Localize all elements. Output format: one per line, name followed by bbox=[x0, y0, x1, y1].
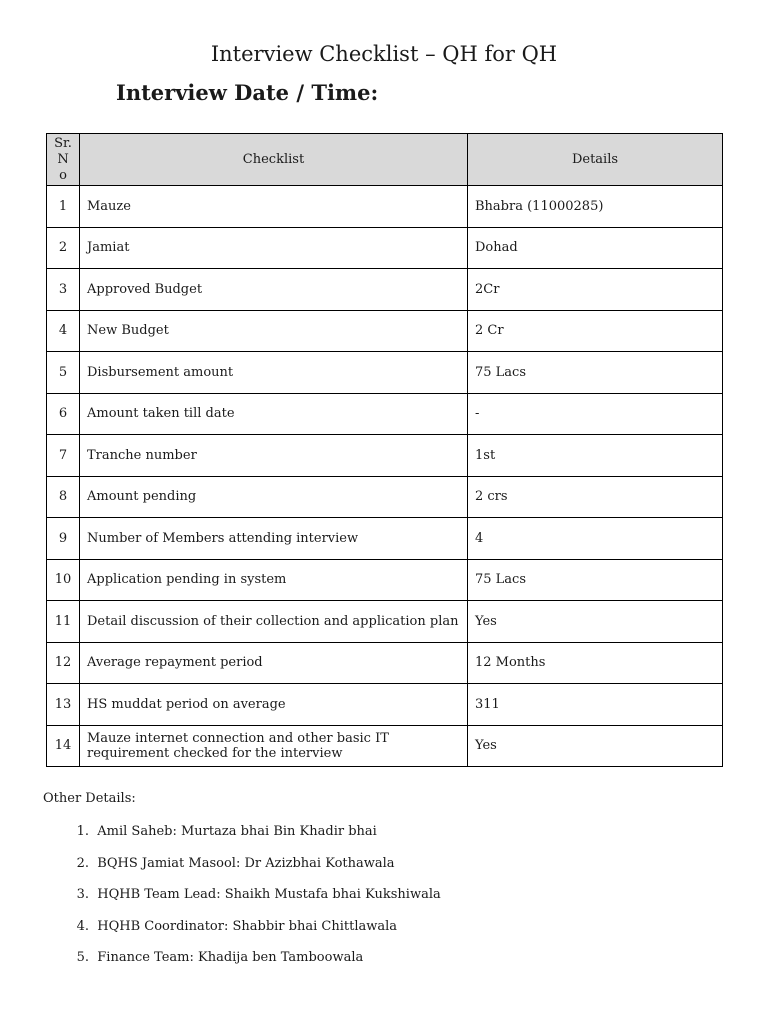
table-row bbox=[47, 227, 723, 269]
table-row bbox=[47, 725, 723, 767]
table-row bbox=[47, 435, 723, 477]
row-sr-number: 6 bbox=[47, 393, 80, 435]
row-sr-number: 2 bbox=[47, 227, 80, 269]
row-sr-number: 10 bbox=[47, 559, 80, 601]
row-details-value: 75 Lacs bbox=[468, 352, 723, 394]
interview-date-time-label: Interview Date / Time: bbox=[116, 80, 379, 105]
row-checklist-item: HS muddat period on average bbox=[80, 684, 468, 726]
header-sr-no: Sr. N o bbox=[47, 134, 80, 186]
table-row bbox=[47, 601, 723, 643]
row-details-value: Yes bbox=[468, 725, 723, 767]
row-details-value: 2 crs bbox=[468, 476, 723, 518]
list-item-number: 2. bbox=[76, 855, 89, 871]
row-checklist-item: Application pending in system bbox=[80, 559, 468, 601]
row-sr-number: 5 bbox=[47, 352, 80, 394]
other-details-item bbox=[43, 886, 441, 918]
checklist-table bbox=[46, 133, 723, 767]
list-item-text: Amil Saheb: Murtaza bhai Bin Khadir bhai bbox=[97, 824, 377, 839]
row-details-value: 2Cr bbox=[468, 269, 723, 311]
row-checklist-item: Amount taken till date bbox=[80, 393, 468, 435]
table-row bbox=[47, 684, 723, 726]
row-details-value: 12 Months bbox=[468, 642, 723, 684]
table-row bbox=[47, 518, 723, 560]
list-item-text: BQHS Jamiat Masool: Dr Azizbhai Kothawala bbox=[97, 855, 395, 871]
header-row bbox=[47, 134, 723, 186]
table-row bbox=[47, 352, 723, 394]
row-details-value: Bhabra (11000285) bbox=[468, 186, 723, 228]
list-item-number: 4. bbox=[76, 918, 89, 934]
row-sr-number: 7 bbox=[47, 435, 80, 477]
table-row bbox=[47, 310, 723, 352]
other-details-item bbox=[43, 855, 441, 887]
row-checklist-item: Approved Budget bbox=[80, 269, 468, 311]
list-item-number: 3. bbox=[76, 887, 89, 903]
table-row bbox=[47, 393, 723, 435]
row-sr-number: 11 bbox=[47, 601, 80, 643]
row-details-value: - bbox=[468, 393, 723, 435]
table-body bbox=[47, 186, 723, 767]
table-row bbox=[47, 269, 723, 311]
row-sr-number: 14 bbox=[47, 725, 80, 767]
row-checklist-item: New Budget bbox=[80, 310, 468, 352]
list-item-text: HQHB Team Lead: Shaikh Mustafa bhai Kukshiwala bbox=[97, 887, 441, 903]
row-details-value: Dohad bbox=[468, 227, 723, 269]
table-header bbox=[47, 134, 723, 186]
row-sr-number: 12 bbox=[47, 642, 80, 684]
row-details-value: Yes bbox=[468, 601, 723, 643]
row-checklist-item: Detail discussion of their collection and application plan bbox=[80, 601, 468, 643]
other-details-item bbox=[43, 949, 441, 981]
row-sr-number: 3 bbox=[47, 269, 80, 311]
row-details-value: 4 bbox=[468, 518, 723, 560]
row-details-value: 2 Cr bbox=[468, 310, 723, 352]
row-checklist-item: Disbursement amount bbox=[80, 352, 468, 394]
header-details: Details bbox=[468, 134, 723, 186]
row-sr-number: 13 bbox=[47, 684, 80, 726]
row-details-value: 1st bbox=[468, 435, 723, 477]
row-checklist-item: Mauze internet connection and other basic IT requirement checked for the interview bbox=[80, 725, 468, 767]
row-sr-number: 8 bbox=[47, 476, 80, 518]
row-sr-number: 4 bbox=[47, 310, 80, 352]
table-row bbox=[47, 559, 723, 601]
other-details-list bbox=[43, 823, 441, 981]
list-item-text: Finance Team: Khadija ben Tamboowala bbox=[97, 950, 364, 966]
table-row bbox=[47, 476, 723, 518]
row-checklist-item: Jamiat bbox=[80, 227, 468, 269]
list-item-number: 5. bbox=[76, 950, 89, 966]
row-checklist-item: Average repayment period bbox=[80, 642, 468, 684]
row-checklist-item: Number of Members attending interview bbox=[80, 518, 468, 560]
list-item-text: HQHB Coordinator: Shabbir bhai Chittlawala bbox=[97, 918, 398, 934]
list-item-number: 1. bbox=[76, 824, 89, 839]
other-details-label: Other Details: bbox=[43, 791, 136, 806]
table-row bbox=[47, 642, 723, 684]
row-sr-number: 1 bbox=[47, 186, 80, 228]
row-checklist-item: Mauze bbox=[80, 186, 468, 228]
row-sr-number: 9 bbox=[47, 518, 80, 560]
row-checklist-item: Tranche number bbox=[80, 435, 468, 477]
page-title: Interview Checklist – QH for QH bbox=[210, 42, 558, 66]
other-details-item bbox=[43, 918, 441, 950]
row-details-value: 75 Lacs bbox=[468, 559, 723, 601]
table-row bbox=[47, 186, 723, 228]
row-details-value: 311 bbox=[468, 684, 723, 726]
row-checklist-item: Amount pending bbox=[80, 476, 468, 518]
header-checklist: Checklist bbox=[80, 134, 468, 186]
other-details-item bbox=[43, 823, 441, 855]
